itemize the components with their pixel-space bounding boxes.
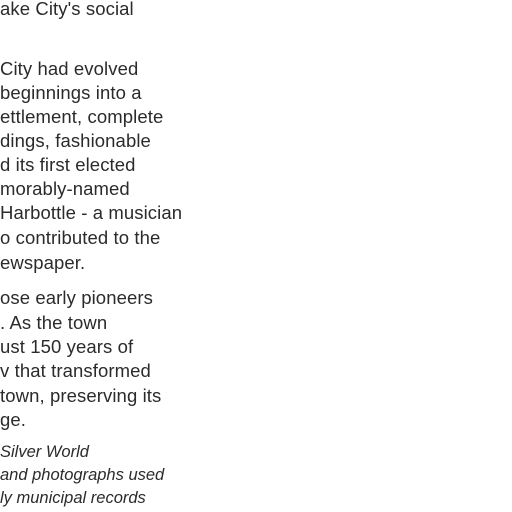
paragraph-2-line: town, preserving its [0, 385, 162, 406]
paragraph-2-line: ge. [0, 409, 27, 430]
paragraph-1-line: ettlement, complete [0, 106, 164, 127]
paragraph-1-line: morably-named [0, 178, 130, 199]
intro-fragment: ake City's social [0, 0, 134, 19]
paragraph-1-line: d its first elected [0, 154, 136, 175]
paragraph-1-line: Harbottle - a musician [0, 202, 183, 223]
paragraph-1-line: beginnings into a [0, 82, 142, 103]
paragraph-2-line: ose early pioneers [0, 287, 153, 308]
paragraph-2-line: . As the town [0, 312, 108, 333]
caption-line: ly municipal records [0, 489, 146, 507]
caption-line: Silver World [0, 443, 89, 461]
paragraph-1-line: City had evolved [0, 58, 139, 79]
paragraph-1-line: o contributed to the [0, 227, 161, 248]
paragraph-1-line: dings, fashionable [0, 130, 151, 151]
paragraph-1-line: ewspaper. [0, 252, 86, 273]
paragraph-2-line: v that transformed [0, 360, 151, 381]
paragraph-2-line: ust 150 years of [0, 336, 134, 357]
caption-line: and photographs used [0, 466, 165, 484]
